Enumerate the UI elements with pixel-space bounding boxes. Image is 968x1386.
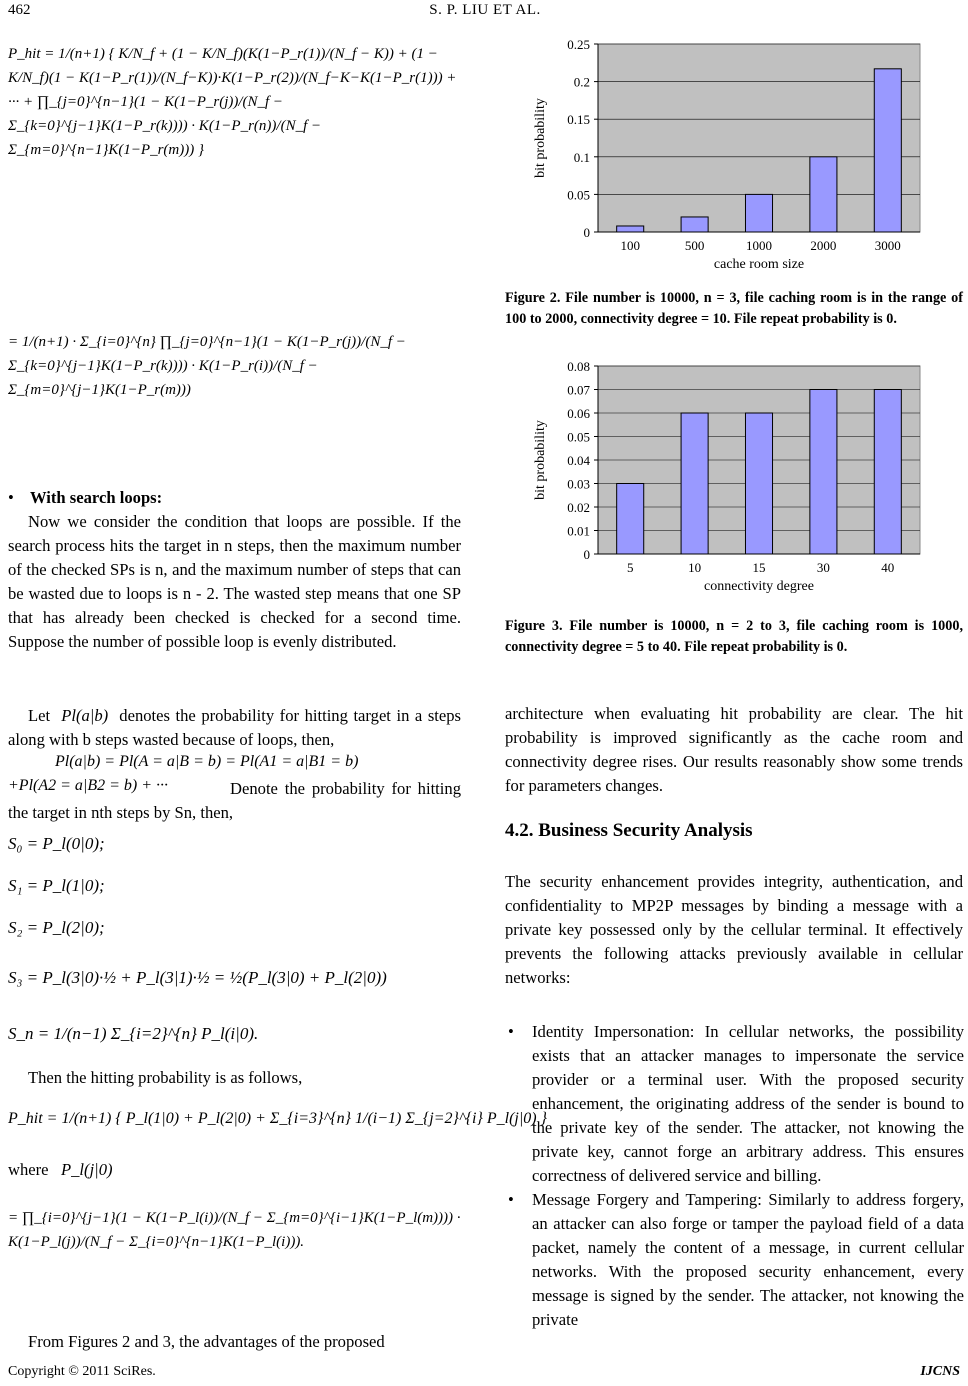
figure2-caption: Figure 2. File number is 10000, n = 3, file caching room is in the range of 100 to 2000, connectivity degree = 10. File repeat probability is 0. [505,290,963,327]
y-tick-label: 0.25 [567,38,590,52]
bar [681,413,708,554]
equation-pl-def: = ∏_{i=0}^{j−1}(1 − K(1−P_l(i))/(N_f − Σ_{m=0}^{i−1}K(1−P_l(m)))) · K(1−P_l(j))/(N_f − Σ_{i=0}^{n−1}K(1−P_l(i))). [8,1210,461,1250]
x-tick-label: 1000 [746,238,772,253]
running-title: S. P. LIU ET AL. [429,2,541,18]
page-number: 462 [8,2,31,18]
equation-s3: S₃ = P_l(3|0)·½ + P_l(3|1)·½ = ½(P_l(3|0) + P_l(2|0)) [8,968,387,987]
hitting-intro: Then the hitting probability is as follows, [28,1068,303,1087]
x-tick-label: 30 [816,560,830,575]
y-tick-label: 0.05 [567,429,590,445]
equation-sn: S_n = 1/(n−1) Σ_{i=2}^{n} P_l(i|0). [8,1024,259,1043]
paragraph-loops: Now we consider the condition that loops are possible. If the search process hits the target in n steps, then the maximum number of the checked SPs is n, and the maximum number of steps that can be wasted due to loops is n - 2. The wasted step means that one SP that has already been checked is checked for a second time. Suppose the number of possible loop is evenly distributed. [8,512,461,651]
x-tick-label: 100 [620,238,640,253]
x-tick-label: 10 [688,560,702,575]
journal-name: IJCNS [920,1364,960,1379]
section-title: 4.2. Business Security Analysis [505,820,753,841]
x-axis-label: connectivity degree [703,579,815,594]
y-tick-label: 0 [583,225,590,240]
bullet-heading: • With search loops: [8,488,163,507]
paragraph-security: The security enhancement provides integrity, authentication, and confidentiality to MP2P messages by binding a message with a private key possessed only by the cellular terminal. It effectively prevents the following attacks previously available in cellular networks: [505,872,963,987]
x-tick-label: 5 [626,560,634,575]
x-tick-label: 500 [684,238,705,253]
bar [810,157,837,232]
y-tick-label: 0.08 [567,360,590,374]
let-expression: Pl(a|b) [61,706,109,725]
bar [681,217,708,232]
bar [810,390,837,555]
figure2-chart [518,38,938,278]
y-tick-label: 0.04 [567,453,590,468]
equation-phit-loop: P_hit = 1/(n+1) { P_l(1|0) + P_l(2|0) + Σ_{i=3}^{n} 1/(i−1) Σ_{j=2}^{i} P_l(j|0) } [8,1110,547,1127]
page-footer [0,1362,968,1386]
y-tick-label: 0.1 [573,149,590,165]
y-tick-label: 0.15 [567,112,590,128]
bar [874,390,901,555]
x-tick-label: 15 [752,560,766,575]
equation-s2: S₂ = P_l(2|0); [8,918,105,937]
x-tick-label: 3000 [874,238,901,253]
where-line: where P_l(j|0) [8,1160,113,1179]
bar [617,484,644,555]
paragraph-architecture: architecture when evaluating hit probability are clear. The hit probability is improved significantly as the cache room and connectivity degree rises. Our results reasonably show some trends for parameters changes. [505,704,963,795]
then-expression-1: Pl(a|b) = Pl(A = a|B = b) = Pl(A1 = a|B1 = b) [55,753,359,770]
bullet-forgery: • Message Forgery and Tampering: Similarly to address forgery, an attacker can also forge or tamper the payload field of a data packet, namely the content of a message, in current cellular networks. With the proposed security enhancement, every message is signed by the sender. The attacker, not knowing the private [508,1190,964,1329]
equation-s0: S₀ = P_l(0|0); [8,834,105,853]
y-tick-label: 0 [583,547,590,562]
y-tick-label: 0.01 [567,523,590,539]
paragraph-let: Let Pl(a|b) denotes the probability for hitting target in a steps along with b steps wasted because of loops, then, [8,706,462,749]
bar [745,413,772,554]
figure2-svg [518,38,938,278]
bullet-identity: • Identity Impersonation: In cellular networks, the possibility exists that an attacker manages to impersonate the service provider or a terminal user. With the proposed security enhancement, the originating address of the sender is bound to the private key of the sender. The attacker, not knowing the private key, cannot forge an arbitrary address. This ensures correctness of delivered service and billing. [508,1022,964,1185]
page-header [0,2,968,24]
equation-phit-first: P_hit = 1/(n+1) { K/N_f + (1 − K/N_f)(K(1−P_r(1))/(N_f − K)) + (1 − K/N_f)(1 − K(1−P_r(1))/(N_f−K))·K(1−P_r(2))/(N_f−K−K(1−P_r(1))) + ··· + ∏_{j=0}^{n−1}(1 − K(1−P_r(j))/(N_f − Σ_{k=0}^{j−1}K(1−P_r(k)))) · K(1−P_r(n))/(N_f − Σ_{m=0}^{n−1}K(1−P_r(m))) } [8,46,457,158]
bar [617,226,644,232]
paragraph-denote: Denote the probability for hitting the target in nth steps by Sn, then, [8,779,461,822]
y-axis-label: bit probability [533,98,548,178]
y-axis-label: bit probability [533,420,548,500]
y-tick-label: 0.06 [567,406,590,421]
y-tick-label: 0.2 [573,74,590,90]
y-tick-label: 0.03 [567,476,590,492]
then-expression-2: +Pl(A2 = a|B2 = b) + ··· [8,777,169,794]
x-tick-label: 2000 [810,238,837,253]
figure3-caption: Figure 3. File number is 10000, n = 2 to 3, file caching room is 1000, connectivity degree = 5 to 40. File repeat probability is 0. [505,618,963,655]
x-axis-label: cache room size [713,257,805,272]
figure3-svg [518,360,938,600]
x-tick-label: 40 [881,560,895,575]
y-tick-label: 0.05 [567,187,590,203]
y-tick-label: 0.02 [567,500,590,515]
y-tick-label: 0.07 [567,382,590,398]
bar [874,69,901,232]
equation-s1: S₁ = P_l(1|0); [8,876,105,895]
bar [745,194,772,232]
copyright: Copyright © 2011 SciRes. [8,1364,156,1379]
paragraph-figures: From Figures 2 and 3, the advantages of the proposed [28,1332,385,1351]
equation-phit-second: = 1/(n+1) · Σ_{i=0}^{n} ∏_{j=0}^{n−1}(1 − K(1−P_r(j))/(N_f − Σ_{k=0}^{j−1}K(1−P_r(k)))) · K(1−P_r(i))/(N_f − Σ_{m=0}^{j−1}K(1−P_r(m))) [8,334,406,398]
figure3-chart [518,360,938,600]
